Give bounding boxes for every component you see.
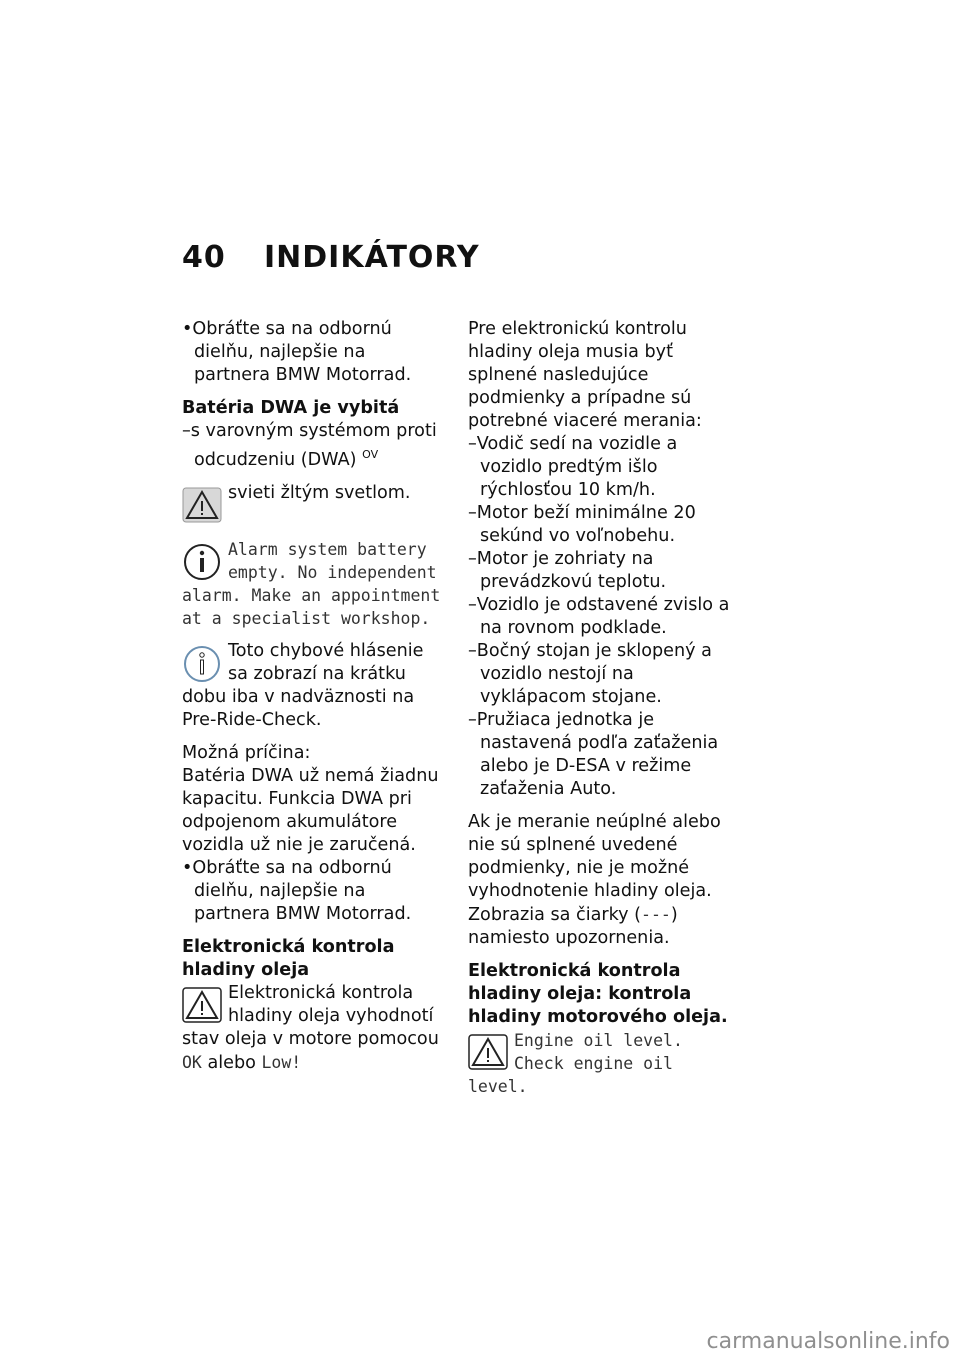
paragraph: Ak je meranie neúplné alebo nie sú splnené uvedené podmienky, nie je možné vyhodnotenie hladiny oleja. Zobrazia sa čiarky (---) namiesto upozornenia. bbox=[468, 812, 721, 948]
info-icon bbox=[182, 542, 222, 582]
section-heading: Batéria DWA je vybitá bbox=[182, 398, 400, 418]
warning-text: Elektronická kontrola hladiny oleja vyhodnotí stav oleja v motore pomocou OK alebo Low! bbox=[182, 982, 439, 1073]
warning-block bbox=[182, 982, 442, 1075]
warning-triangle-icon bbox=[182, 486, 222, 526]
page-number: 40 bbox=[182, 240, 226, 275]
info-block bbox=[182, 538, 442, 630]
warning-triangle-icon bbox=[182, 986, 222, 1026]
condition-item: –Bočný stojan je sklopený a vozidlo nestojí na vyklápacom stojane. bbox=[468, 641, 712, 707]
info-icon bbox=[182, 644, 222, 684]
info-text: Toto chybové hlásenie sa zobrazí na krátku dobu iba v nadväznosti na Pre-Ride-Check. bbox=[182, 640, 424, 730]
display-message: Alarm system battery empty. No independent alarm. Make an appointment at a specialist workshop. bbox=[182, 539, 441, 628]
condition-item: –Vozidlo je odstavené zvislo a na rovnom podklade. bbox=[468, 595, 730, 638]
cause-text: Batéria DWA už nemá žiadnu kapacitu. Funkcia DWA pri odpojenom akumulátore vozidla už nie je zaručená. bbox=[182, 765, 439, 855]
warning-text: svieti žltým svetlom. bbox=[228, 482, 411, 503]
info-block bbox=[182, 640, 442, 732]
list-item: •Obráťte sa na odbornú dielňu, najlepšie na partnera BMW Motorrad. bbox=[182, 857, 412, 924]
condition-item: –Motor beží minimálne 20 sekúnd vo voľnobehu. bbox=[468, 503, 696, 546]
cause-label: Možná príčina: bbox=[182, 742, 311, 763]
list-item: •Obráťte sa na odbornú dielňu, najlepšie na partnera BMW Motorrad. bbox=[182, 319, 412, 385]
warning-block bbox=[468, 1029, 734, 1098]
condition-item: –Pružiaca jednotka je nastavená podľa zaťaženia alebo je D-ESA v režime zaťaženia Auto. bbox=[468, 710, 719, 799]
chapter-title: INDIKÁTORY bbox=[264, 240, 480, 275]
page-header bbox=[182, 240, 480, 275]
warning-block bbox=[182, 482, 442, 528]
watermark: carmanualsonline.info bbox=[706, 1329, 950, 1354]
section-heading: Elektronická kontrola hladiny oleja: kontrola hladiny motorového oleja. bbox=[468, 961, 728, 1027]
condition-item: –Vodič sedí na vozidle a vozidlo predtým išlo rýchlosťou 10 km/h. bbox=[468, 434, 678, 500]
left-column bbox=[182, 318, 442, 1075]
list-item: –s varovným systémom proti odcudzeniu (DWA) $^{OV}$ bbox=[182, 421, 437, 470]
paragraph: Pre elektronickú kontrolu hladiny oleja musia byť splnené nasledujúce podmienky a prípadne sú potrebné viaceré merania: bbox=[468, 319, 702, 431]
condition-item: –Motor je zohriaty na prevádzkovú teplotu. bbox=[468, 549, 667, 592]
right-column bbox=[468, 318, 734, 1098]
section-heading: Elektronická kontrola hladiny oleja bbox=[182, 936, 395, 980]
warning-triangle-icon bbox=[468, 1033, 508, 1073]
display-message: Engine oil level. Check engine oil level. bbox=[468, 1031, 683, 1096]
